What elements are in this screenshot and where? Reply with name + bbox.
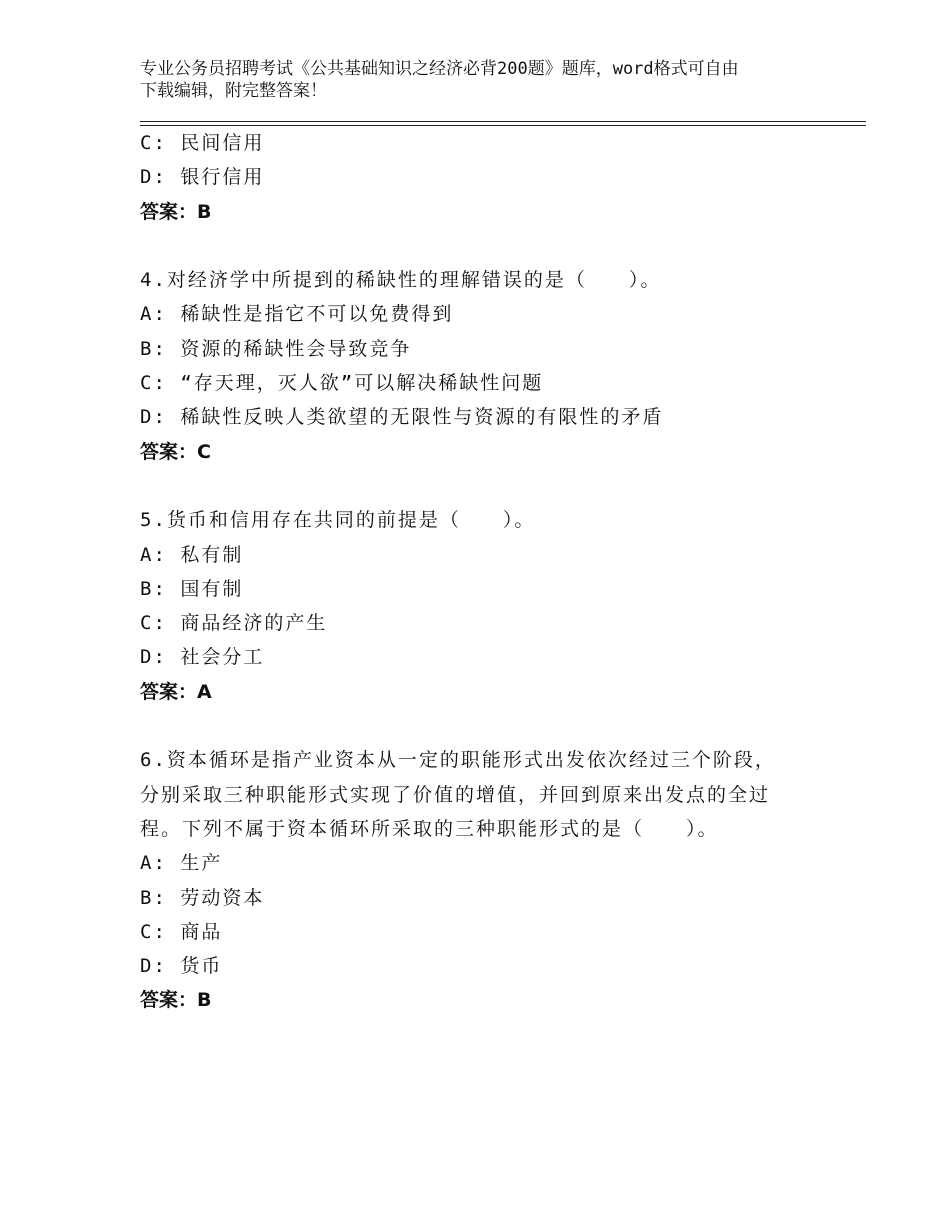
q5-option-c: C: 商品经济的产生 (140, 612, 328, 635)
header-line-1: 专业公务员招聘考试《公共基础知识之经济必背200题》题库，word格式可自由 (140, 59, 739, 79)
q4-answer: 答案：C (140, 440, 211, 463)
question-list (140, 126, 870, 1018)
q4-option-b: B: 资源的稀缺性会导致竞争 (140, 337, 412, 360)
q3-option-d: D: 银行信用 (140, 166, 265, 189)
q6-option-d: D: 货币 (140, 955, 223, 978)
question-5 (140, 503, 870, 709)
q5-option-b: B: 国有制 (140, 577, 244, 600)
question-6 (140, 743, 870, 1017)
q6-stem-line-3: 程。下列不属于资本循环所采取的三种职能形式的是（ ）。 (140, 817, 719, 840)
document-header (140, 58, 820, 102)
q3-answer: 答案：B (140, 200, 212, 223)
q3-option-c: C: 民间信用 (140, 132, 265, 154)
q5-answer: 答案：A (140, 680, 212, 703)
q4-stem: 4.对经济学中所提到的稀缺性的理解错误的是（ ）。 (140, 269, 662, 292)
spacer (140, 229, 870, 263)
q6-option-b: B: 劳动资本 (140, 886, 265, 909)
spacer (140, 469, 870, 503)
q4-option-c: C: “存天理，灭人欲”可以解决稀缺性问题 (140, 372, 544, 395)
q6-answer: 答案：B (140, 989, 212, 1012)
header-divider-top (140, 121, 866, 122)
q6-option-a: A: 生产 (140, 852, 223, 875)
q5-option-a: A: 私有制 (140, 543, 244, 566)
q6-option-c: C: 商品 (140, 920, 223, 943)
q6-stem-line-2: 分别采取三种职能形式实现了价值的增值，并回到原来出发点的全过 (140, 783, 771, 806)
q4-option-d: D: 稀缺性反映人类欲望的无限性与资源的有限性的矛盾 (140, 406, 664, 429)
q6-stem-line-1: 6.资本循环是指产业资本从一定的职能形式出发依次经过三个阶段， (140, 749, 776, 772)
question-4 (140, 263, 870, 469)
q5-stem: 5.货币和信用存在共同的前提是（ ）。 (140, 509, 536, 532)
q4-option-a: A: 稀缺性是指它不可以免费得到 (140, 303, 454, 326)
spacer (140, 709, 870, 743)
question-3-tail (140, 126, 870, 229)
header-line-2: 下载编辑，附完整答案！ (140, 81, 327, 101)
q5-option-d: D: 社会分工 (140, 646, 265, 669)
